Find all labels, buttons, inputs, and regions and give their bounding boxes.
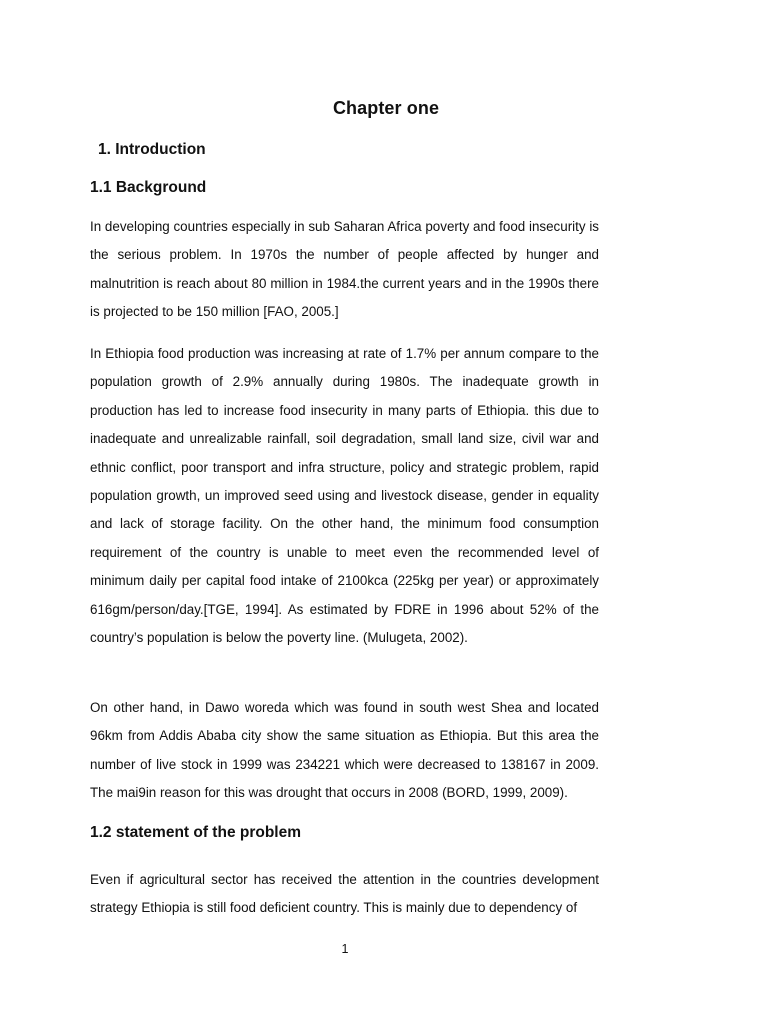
paragraph-statement-1: Even if agricultural sector has received the attention in the countries development strategy Ethiopia is still food deficient country. This is mainly due to dependency of — [90, 872, 599, 916]
heading-statement-of-problem: 1.2 statement of the problem — [90, 824, 302, 841]
paragraph-background-2: In Ethiopia food production was increasing at rate of 1.7% per annum compare to the population growth of 2.9% annually during 1980s. The inadequate growth in production has led to increase food insecurity in many parts of Ethiopia. this due to inadequate and unrealizable rainfall, soil degradation, small land size, civil war and ethnic conflict, poor transport and infra structure, policy and strategic problem, rapid population growth, un improved seed using and livestock disease, gender in equality and lack of storage facility. On the other hand, the minimum food consumption requirement of the country is unable to meet even the recommended level of minimum daily per capital food intake of 2100kca (225kg per year) or approximately 616gm/person/day.[TGE, 1994]. As estimated by FDRE in 1996 about 52% of the country’s population is below the poverty line. (Mulugeta, 2002). — [90, 346, 599, 646]
heading-introduction: 1. Introduction — [98, 141, 206, 158]
paragraph-background-3: On other hand, in Dawo woreda which was found in south west Shea and located 96km from Addis Ababa city show the same situation as Ethiopia. But this area the number of live stock in 1999 was 234221 which were decreased to 138167 in 2009. The mai9in reason for this was drought that occurs in 2008 (BORD, 1999, 2009). — [90, 700, 599, 801]
heading-background: 1.1 Background — [90, 179, 207, 196]
page-number: 1 — [341, 942, 349, 956]
paragraph-background-1: In developing countries especially in sub Saharan Africa poverty and food insecurity is the serious problem. In 1970s the number of people affected by hunger and malnutrition is reach about 80 million in 1984.the current years and in the 1990s there is projected to be 150 million [FAO, 2005.] — [90, 219, 599, 320]
chapter-title: Chapter one — [332, 98, 440, 118]
